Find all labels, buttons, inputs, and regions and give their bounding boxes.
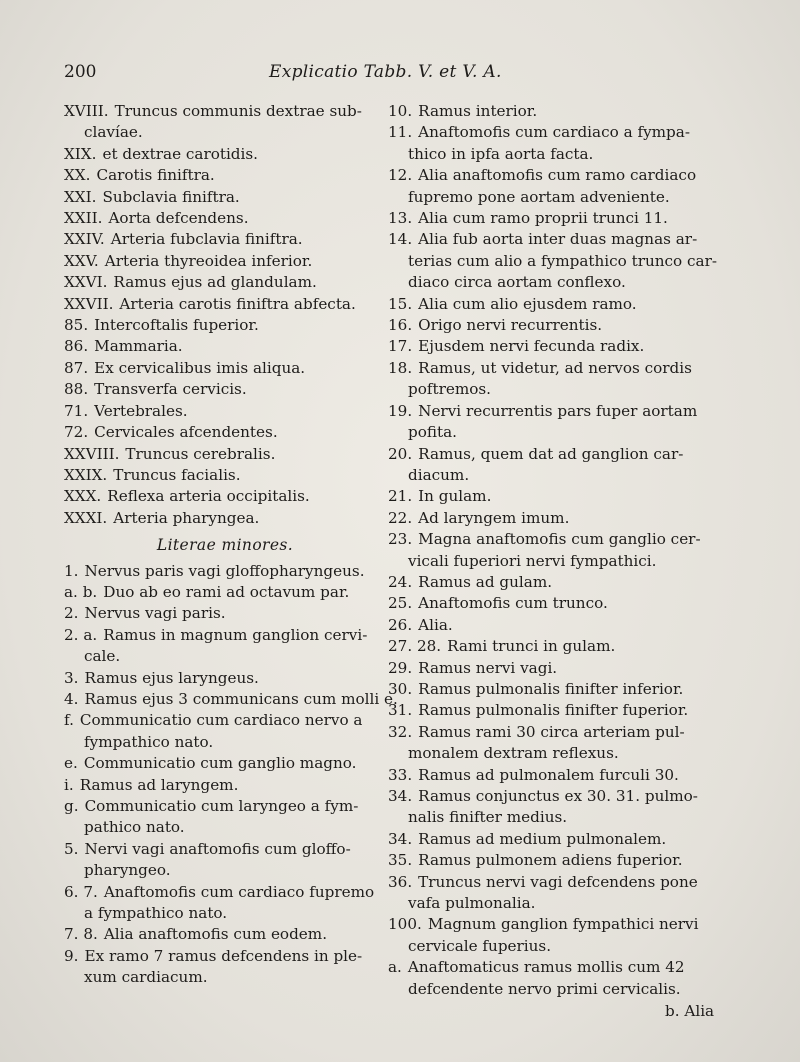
legend-entry xyxy=(388,615,726,636)
entry-number: 15. xyxy=(388,294,413,313)
entry-line xyxy=(408,379,726,400)
entry-text: Ramus ad pulmonalem furculi 30. xyxy=(418,765,679,784)
entry-line xyxy=(408,743,726,764)
entry-number: 33. xyxy=(388,765,413,784)
entry-number: XX. xyxy=(64,166,91,185)
legend-entry xyxy=(388,957,726,1000)
entry-line xyxy=(64,336,386,357)
entry-line xyxy=(64,582,386,603)
entry-text: Cervicales afcendentes. xyxy=(94,423,278,442)
entry-line xyxy=(388,101,726,122)
entry-text: Ramus ejus ad glandulam. xyxy=(113,273,317,292)
entry-text: Nervus paris vagi gloffopharyngeus. xyxy=(84,561,365,580)
legend-entry xyxy=(64,294,386,315)
entry-number: 27. 28. xyxy=(388,637,442,656)
entry-text: diaco circa aortam conflexo. xyxy=(408,273,626,292)
entry-number: XXXI. xyxy=(64,508,108,527)
entry-line xyxy=(64,187,386,208)
entry-text: clavíae. xyxy=(84,123,143,142)
entry-line xyxy=(84,860,386,881)
entry-number: f. xyxy=(64,711,74,730)
legend-entry xyxy=(64,882,386,925)
legend-entry xyxy=(64,358,386,379)
entry-text: Ramus conjunctus ex 30. 31. pulmo- xyxy=(418,787,698,805)
entry-number: 6. 7. xyxy=(64,882,98,901)
legend-entry xyxy=(388,700,726,721)
legend-entry xyxy=(388,122,726,165)
entry-number: 11. xyxy=(388,123,413,142)
entry-line xyxy=(64,379,386,400)
entry-number: 24. xyxy=(388,572,413,591)
entry-line xyxy=(388,658,726,679)
entry-line xyxy=(64,251,386,272)
entry-text: Subclavia finiftra. xyxy=(102,187,240,206)
left-lower-list xyxy=(64,561,398,989)
entry-line xyxy=(408,893,726,914)
legend-entry xyxy=(388,508,726,529)
legend-entry xyxy=(64,924,386,945)
entry-number: a. xyxy=(388,958,402,977)
entry-text: Aorta defcendens. xyxy=(108,209,249,228)
entry-text: Nervi recurrentis pars fuper aortam xyxy=(418,401,698,420)
entry-line xyxy=(64,839,386,860)
entry-number: 5. xyxy=(64,839,79,858)
legend-entry xyxy=(64,187,386,208)
entry-line xyxy=(408,187,726,208)
entry-number: XXX. xyxy=(64,487,102,506)
entry-text: Origo nervi recurrentis. xyxy=(418,316,603,335)
entry-number: 17. xyxy=(388,337,413,356)
entry-line xyxy=(388,336,726,357)
legend-entry xyxy=(64,946,386,989)
entry-line xyxy=(408,422,726,443)
page-number: 200 xyxy=(64,62,97,82)
entry-line xyxy=(64,710,386,731)
entry-text: Arteria thyreoidea inferior. xyxy=(104,251,313,270)
entry-line xyxy=(388,850,726,871)
entry-text: fympathico nato. xyxy=(84,732,214,751)
entry-line xyxy=(64,294,386,315)
entry-text: cale. xyxy=(84,647,121,666)
entry-line xyxy=(408,272,726,293)
entry-text: Nervus vagi paris. xyxy=(84,604,226,623)
entry-text: Ramus rami 30 circa arteriam pul- xyxy=(418,722,685,741)
entry-line xyxy=(388,722,726,743)
legend-entry xyxy=(64,839,386,882)
entry-text: Ex ramo 7 ramus defcendens in ple- xyxy=(84,946,363,965)
entry-line xyxy=(64,561,386,582)
legend-entry xyxy=(64,603,386,624)
entry-line xyxy=(64,486,386,507)
legend-entry xyxy=(64,144,386,165)
entry-line xyxy=(408,979,726,1000)
entry-text: Ramus interior. xyxy=(418,102,538,120)
entry-number: XVIII. xyxy=(64,102,109,120)
entry-line xyxy=(64,689,398,710)
entry-number: 86. xyxy=(64,337,89,356)
entry-line xyxy=(388,957,726,978)
entry-line xyxy=(84,817,386,838)
legend-entry xyxy=(64,444,386,465)
entry-line xyxy=(64,775,386,796)
entry-text: vafa pulmonalia. xyxy=(408,894,536,913)
entry-text: Nervi vagi anaftomofis cum gloffo- xyxy=(84,839,351,858)
entry-text: Anaftomofis cum cardiaco a fympa- xyxy=(418,123,690,142)
entry-text: Truncus cerebralis. xyxy=(125,444,276,463)
entry-text: Carotis finiftra. xyxy=(96,166,215,185)
entry-line xyxy=(64,165,386,186)
entry-text: Ejusdem nervi fecunda radix. xyxy=(418,337,645,356)
entry-text: Ramus, ut videtur, ad nervos cordis xyxy=(418,358,692,377)
entry-line xyxy=(64,508,386,529)
entry-number: 2. a. xyxy=(64,625,98,644)
legend-entry xyxy=(388,444,726,487)
entry-line xyxy=(408,144,726,165)
entry-number: 12. xyxy=(388,166,413,185)
entry-line xyxy=(408,807,726,828)
entry-line xyxy=(388,914,726,935)
entry-text: Transverfa cervicis. xyxy=(94,380,247,399)
entry-text: Ramus ad gulam. xyxy=(418,572,553,591)
entry-text: thico in ipfa aorta facta. xyxy=(408,144,594,163)
entry-number: 16. xyxy=(388,316,413,335)
entry-text: Alia. xyxy=(418,615,453,634)
entry-text: cervicale fuperius. xyxy=(408,936,552,955)
legend-entry xyxy=(64,710,386,753)
entry-number: 85. xyxy=(64,316,89,335)
entry-number: e. xyxy=(64,754,78,773)
legend-entry xyxy=(64,272,386,293)
entry-number: XXV. xyxy=(64,251,99,270)
entry-text: diacum. xyxy=(408,465,470,484)
entry-number: 36. xyxy=(388,872,413,891)
entry-line xyxy=(388,229,726,250)
entry-number: 14. xyxy=(388,230,413,249)
legend-entry xyxy=(64,229,386,250)
entry-text: Communicatio cum cardiaco nervo a xyxy=(79,711,363,730)
section-heading: Literae minores. xyxy=(156,536,294,555)
entry-line xyxy=(388,122,726,143)
entry-text: Reflexa arteria occipitalis. xyxy=(107,487,310,506)
legend-entry xyxy=(64,165,386,186)
entry-line xyxy=(388,208,726,229)
legend-entry xyxy=(64,422,386,443)
legend-entry xyxy=(388,765,726,786)
legend-entry xyxy=(64,508,386,529)
entry-line xyxy=(408,465,726,486)
legend-entry xyxy=(388,208,726,229)
entry-number: 25. xyxy=(388,594,413,613)
entry-number: 21. xyxy=(388,487,413,506)
entry-number: XXIV. xyxy=(64,230,105,249)
entry-text: vicali fuperiori nervi fympathici. xyxy=(408,551,657,570)
entry-line xyxy=(388,593,726,614)
entry-line xyxy=(84,646,386,667)
legend-entry xyxy=(388,572,726,593)
entry-number: 7. 8. xyxy=(64,925,98,944)
legend-entry xyxy=(388,101,726,122)
entry-number: 3. xyxy=(64,668,79,687)
legend-entry xyxy=(64,401,386,422)
entry-line xyxy=(408,936,726,957)
entry-text: Ramus ad medium pulmonalem. xyxy=(418,829,667,848)
entry-number: 30. xyxy=(388,679,413,698)
legend-entry xyxy=(388,486,726,507)
entry-number: XXVI. xyxy=(64,273,108,292)
entry-line xyxy=(64,753,386,774)
entry-line xyxy=(388,765,726,786)
entry-line xyxy=(388,872,726,893)
entry-text: Ramus in magnum ganglion cervi- xyxy=(103,625,368,644)
entry-line xyxy=(64,401,386,422)
legend-entry xyxy=(388,872,726,915)
legend-entry xyxy=(64,101,386,144)
entry-text: Alia cum ramo proprii trunci 11. xyxy=(418,209,668,228)
entry-line xyxy=(388,401,726,422)
entry-number: XIX. xyxy=(64,144,97,163)
entry-line xyxy=(64,946,386,967)
entry-number: 88. xyxy=(64,380,89,399)
entry-line xyxy=(64,358,386,379)
entry-number: 2. xyxy=(64,604,79,623)
entry-text: Magna anaftomofis cum ganglio cer- xyxy=(418,530,701,549)
entry-text: poftremos. xyxy=(408,380,492,399)
legend-entry xyxy=(64,561,386,582)
entry-number: XXIX. xyxy=(64,465,108,484)
entry-line xyxy=(64,882,386,903)
entry-text: Magnum ganglion fympathici nervi xyxy=(427,915,699,934)
entry-line xyxy=(388,615,726,636)
entry-text: pofita. xyxy=(408,423,457,442)
entry-line xyxy=(64,668,386,689)
legend-entry xyxy=(388,914,726,957)
legend-entry xyxy=(64,315,386,336)
entry-number: XXII. xyxy=(64,209,103,228)
entry-text: Communicatio cum laryngeo a fym- xyxy=(84,797,359,815)
entry-text: Ramus pulmonalis finifter inferior. xyxy=(418,679,684,698)
entry-text: xum cardiacum. xyxy=(84,968,208,987)
entry-text: Alia cum alio ejusdem ramo. xyxy=(418,294,637,313)
entry-number: 34. xyxy=(388,787,413,805)
entry-line xyxy=(388,829,726,850)
entry-number: 13. xyxy=(388,209,413,228)
legend-entry xyxy=(64,775,386,796)
legend-entry xyxy=(64,689,398,710)
entry-line xyxy=(388,444,726,465)
entry-text: Ramus nervi vagi. xyxy=(418,658,558,677)
entry-text: Alia anaftomofis cum ramo cardiaco xyxy=(418,166,697,185)
legend-entry xyxy=(388,294,726,315)
entry-line xyxy=(64,924,386,945)
entry-text: Truncus facialis. xyxy=(113,465,241,484)
entry-number: 26. xyxy=(388,615,413,634)
entry-line xyxy=(84,732,386,753)
entry-number: g. xyxy=(64,797,79,815)
legend-entry xyxy=(388,658,726,679)
page-header xyxy=(64,62,724,88)
legend-entry xyxy=(388,315,726,336)
entry-number: 23. xyxy=(388,530,413,549)
entry-text: Ramus ejus laryngeus. xyxy=(84,668,259,687)
entry-line xyxy=(64,444,386,465)
legend-entry xyxy=(388,850,726,871)
entry-text: Ramus ad laryngem. xyxy=(79,775,239,794)
entry-line xyxy=(388,679,726,700)
entry-number: XXVII. xyxy=(64,294,114,313)
entry-number: XXVIII. xyxy=(64,444,120,463)
entry-text: In gulam. xyxy=(418,487,492,506)
entry-text: Arteria fubclavia finiftra. xyxy=(110,230,303,249)
entry-text: pharyngeo. xyxy=(84,861,171,880)
entry-text: fupremo pone aortam adveniente. xyxy=(408,187,670,206)
entry-text: Truncus communis dextrae sub- xyxy=(114,102,362,120)
entry-text: Alia anaftomofis cum eodem. xyxy=(103,925,328,944)
entry-text: terias cum alio a fympathico trunco car- xyxy=(408,251,717,270)
entry-text: Truncus nervi vagi defcendens pone xyxy=(418,872,698,891)
entry-line xyxy=(408,251,726,272)
entry-text: Rami trunci in gulam. xyxy=(447,637,616,656)
entry-text: Duo ab eo rami ad octavum par. xyxy=(103,582,350,601)
entry-number: 32. xyxy=(388,722,413,741)
entry-number: a. b. xyxy=(64,582,98,601)
right-list xyxy=(388,101,726,1000)
entry-number: 19. xyxy=(388,401,413,420)
entry-line xyxy=(64,272,386,293)
entry-text: et dextrae carotidis. xyxy=(102,144,259,163)
entry-text: Anaftomofis cum trunco. xyxy=(418,594,608,613)
entry-line xyxy=(388,486,726,507)
entry-line xyxy=(64,315,386,336)
entry-text: Arteria pharyngea. xyxy=(113,508,260,527)
entry-number: 22. xyxy=(388,508,413,527)
entry-line xyxy=(408,551,726,572)
legend-entry xyxy=(388,679,726,700)
entry-number: 71. xyxy=(64,401,89,420)
legend-entry xyxy=(388,358,726,401)
entry-text: Alia fub aorta inter duas magnas ar- xyxy=(418,230,698,249)
entry-text: Ramus ejus 3 communicans cum molli e. xyxy=(84,689,398,708)
legend-entry xyxy=(64,251,386,272)
entry-line xyxy=(388,572,726,593)
entry-line xyxy=(388,636,726,657)
legend-entry xyxy=(388,336,726,357)
entry-number: 9. xyxy=(64,946,79,965)
entry-number: 18. xyxy=(388,358,413,377)
catchword: b. Alia xyxy=(665,1002,715,1020)
entry-number: 34. xyxy=(388,829,413,848)
legend-entry xyxy=(388,401,726,444)
entry-number: 31. xyxy=(388,701,413,720)
entry-line xyxy=(64,208,386,229)
entry-text: a fympathico nato. xyxy=(84,904,228,923)
entry-line xyxy=(64,422,386,443)
entry-number: 35. xyxy=(388,851,413,870)
legend-entry xyxy=(64,336,386,357)
legend-entry xyxy=(64,486,386,507)
entry-number: 10. xyxy=(388,102,413,120)
entry-text: pathico nato. xyxy=(84,818,185,837)
entry-number: 1. xyxy=(64,561,79,580)
right-column xyxy=(388,101,726,1000)
entry-line xyxy=(64,796,386,817)
entry-number: 87. xyxy=(64,358,89,377)
entry-number: i. xyxy=(64,775,74,794)
entry-number: XXI. xyxy=(64,187,97,206)
left-upper-list xyxy=(64,101,386,529)
entry-line xyxy=(388,294,726,315)
left-column xyxy=(64,101,398,989)
entry-text: monalem dextram reflexus. xyxy=(408,744,619,763)
legend-entry xyxy=(388,636,726,657)
legend-entry xyxy=(388,165,726,208)
entry-line xyxy=(388,165,726,186)
entry-line xyxy=(388,786,726,807)
entry-text: Communicatio cum ganglio magno. xyxy=(83,754,357,773)
entry-line xyxy=(64,229,386,250)
entry-line xyxy=(64,144,386,165)
entry-number: 29. xyxy=(388,658,413,677)
entry-text: nalis finifter medius. xyxy=(408,808,568,827)
legend-entry xyxy=(64,625,386,668)
entry-text: Anaftomofis cum cardiaco fupremo xyxy=(103,882,375,901)
entry-text: Vertebrales. xyxy=(94,401,188,420)
entry-text: Ramus pulmonem adiens fuperior. xyxy=(418,851,683,870)
entry-text: defcendente nervo primi cervicalis. xyxy=(408,979,681,998)
running-title: Explicatio Tabb. V. et V. A. xyxy=(269,62,502,82)
entry-line xyxy=(388,700,726,721)
entry-text: Ad laryngem imum. xyxy=(418,508,570,527)
entry-number: 4. xyxy=(64,689,79,708)
entry-line xyxy=(388,508,726,529)
entry-line xyxy=(84,122,386,143)
legend-entry xyxy=(64,208,386,229)
entry-line xyxy=(64,625,386,646)
entry-text: Ramus, quem dat ad ganglion car- xyxy=(418,444,684,463)
entry-line xyxy=(64,101,386,122)
entry-line xyxy=(84,967,386,988)
legend-entry xyxy=(388,593,726,614)
entry-text: Intercoftalis fuperior. xyxy=(94,316,259,335)
legend-entry xyxy=(388,722,726,765)
legend-entry xyxy=(388,529,726,572)
entry-line xyxy=(64,465,386,486)
entry-number: 72. xyxy=(64,423,89,442)
entry-text: Arteria carotis finiftra abfecta. xyxy=(119,294,356,313)
entry-text: Ramus pulmonalis finifter fuperior. xyxy=(418,701,689,720)
legend-entry xyxy=(64,796,386,839)
legend-entry xyxy=(388,229,726,293)
entry-line xyxy=(84,903,386,924)
entry-line xyxy=(64,603,386,624)
legend-entry xyxy=(388,786,726,829)
legend-entry xyxy=(64,582,386,603)
legend-entry xyxy=(64,753,386,774)
entry-text: Mammaria. xyxy=(94,337,183,356)
legend-entry xyxy=(64,379,386,400)
legend-entry xyxy=(64,465,386,486)
entry-line xyxy=(388,529,726,550)
entry-line xyxy=(388,315,726,336)
entry-line xyxy=(388,358,726,379)
legend-entry xyxy=(64,668,386,689)
legend-entry xyxy=(388,829,726,850)
entry-number: 100. xyxy=(388,915,422,934)
entry-text: Anaftomaticus ramus mollis cum 42 xyxy=(407,958,685,977)
entry-number: 20. xyxy=(388,444,413,463)
entry-text: Ex cervicalibus imis aliqua. xyxy=(94,358,306,377)
